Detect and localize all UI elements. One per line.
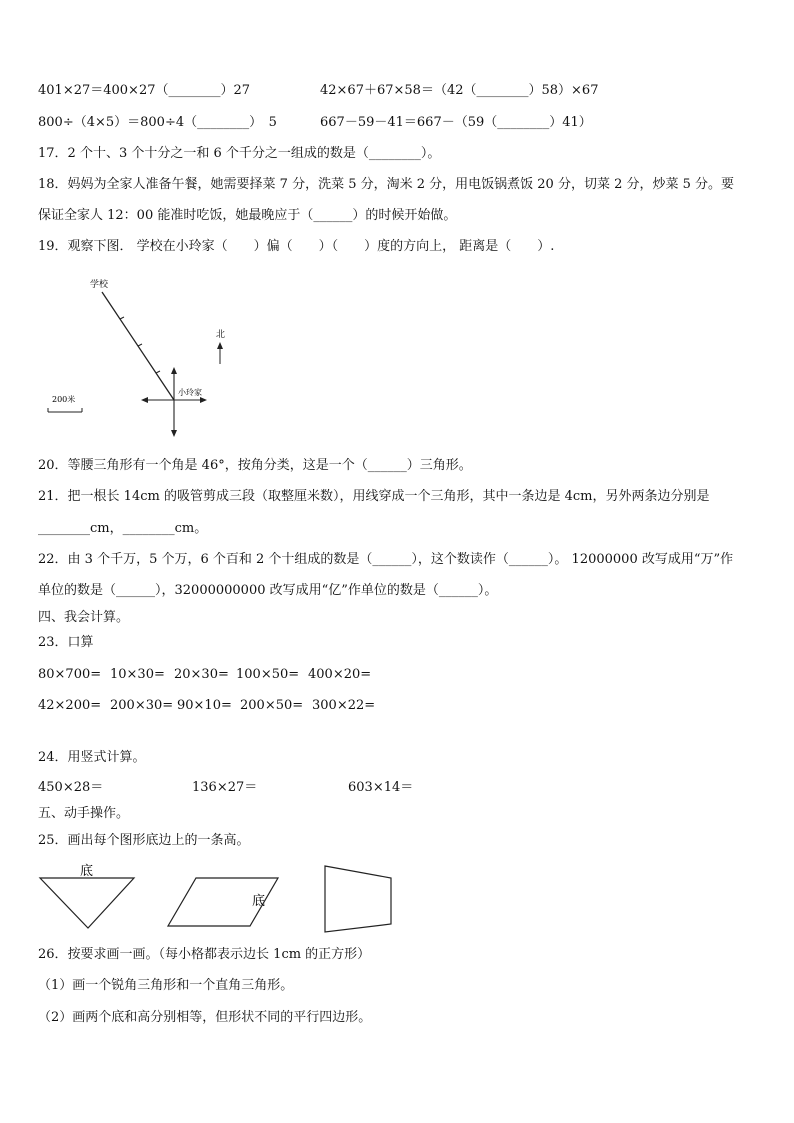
axis-arrow-left — [141, 397, 148, 403]
vertical-calc-1: 450×28＝ — [38, 780, 104, 795]
oral-calc-2-2: 200×30= — [110, 698, 174, 713]
oral-calc-2-4: 200×50= — [240, 698, 304, 713]
question-22-line-2: 单位的数是（______），32000000000 改写成用“亿”作单位的数是（______）。 — [38, 583, 498, 598]
north-arrow-icon — [217, 342, 223, 349]
triangle-base-label: 底 — [80, 864, 94, 879]
home-label: 小玲家 — [178, 388, 202, 397]
oral-calc-1-5: 400×20= — [308, 667, 372, 682]
inverted-triangle — [40, 878, 134, 928]
axis-arrow-up — [171, 367, 177, 374]
question-18-line-2: 保证全家人 12：00 能准时吃饭，她最晚应于（______）的时候开始做。 — [38, 208, 457, 223]
axis-arrow-down — [171, 430, 177, 437]
oral-calc-1-2: 10×30= — [110, 667, 165, 682]
scale-label: 200米 — [52, 395, 76, 404]
oral-calc-2-5: 300×22= — [312, 698, 376, 713]
question-23: 23．口算 — [38, 635, 94, 650]
equation-2-left: 800÷（4×5）＝800÷4（________） 5 — [38, 115, 277, 130]
north-label: 北 — [216, 330, 226, 340]
question-19: 19．观察下图． 学校在小玲家（ ）偏（ ）（ ）度的方向上， 距离是（ ）. — [38, 239, 555, 254]
question-18-line-1: 18．妈妈为全家人准备午餐，她需要择菜 7 分，洗菜 5 分，淘米 2 分，用电饭锅煮饭 20 分，切菜 2 分，炒菜 5 分。要 — [38, 177, 735, 192]
parallelogram-base-label: 底 — [252, 894, 266, 909]
question-21-line-1: 21．把一根长 14cm 的吸管剪成三段（取整厘米数），用线穿成一个三角形，其中一条边是 4cm，另外两条边分别是 — [38, 489, 710, 504]
axis-arrow-right — [200, 397, 207, 403]
equation-2-right: 667－59－41＝667－（59（________）41） — [320, 115, 592, 130]
question-24: 24．用竖式计算。 — [38, 750, 146, 765]
equation-1-left: 401×27＝400×27（________）27 — [38, 83, 251, 98]
vertical-calc-2: 136×27＝ — [192, 780, 258, 795]
section-4-heading: 四、我会计算。 — [38, 610, 130, 625]
segment-tick-1 — [120, 317, 124, 319]
school-label: 学校 — [90, 280, 109, 290]
segment-tick-2 — [138, 344, 142, 346]
shapes-figure — [38, 857, 418, 937]
vertical-calc-3: 603×14＝ — [348, 780, 414, 795]
oral-calc-1-4: 100×50= — [236, 667, 300, 682]
oral-calc-2-1: 42×200= — [38, 698, 102, 713]
question-20: 20．等腰三角形有一个角是 46°，按角分类，这是一个（______）三角形。 — [38, 458, 472, 473]
question-21-line-2: ________cm，________cm。 — [38, 521, 208, 536]
equation-1-right: 42×67＋67×58＝（42（________）58）×67 — [320, 83, 599, 98]
question-25: 25．画出每个图形底边上的一条高。 — [38, 833, 250, 848]
trapezoid-quadrilateral — [325, 866, 391, 932]
section-5-heading: 五、动手操作。 — [38, 806, 130, 821]
question-26-part-1: （1）画一个锐角三角形和一个直角三角形。 — [38, 978, 294, 993]
oral-calc-1-3: 20×30= — [174, 667, 229, 682]
oral-calc-1-1: 80×700= — [38, 667, 102, 682]
oral-calc-2-3: 90×10= — [177, 698, 232, 713]
direction-map-figure — [38, 272, 238, 442]
question-26-part-2: （2）画两个底和高分别相等，但形状不同的平行四边形。 — [38, 1010, 372, 1025]
question-17: 17．2 个十、3 个十分之一和 6 个千分之一组成的数是（________）。 — [38, 146, 441, 161]
segment-tick-3 — [156, 371, 160, 373]
question-22-line-1: 22．由 3 个千万，5 个万，6 个百和 2 个十组成的数是（______），这个数读作（______）。 12000000 改写成用“万”作 — [38, 552, 734, 567]
question-26: 26．按要求画一画。（每小格都表示边长 1cm 的正方形） — [38, 947, 371, 962]
